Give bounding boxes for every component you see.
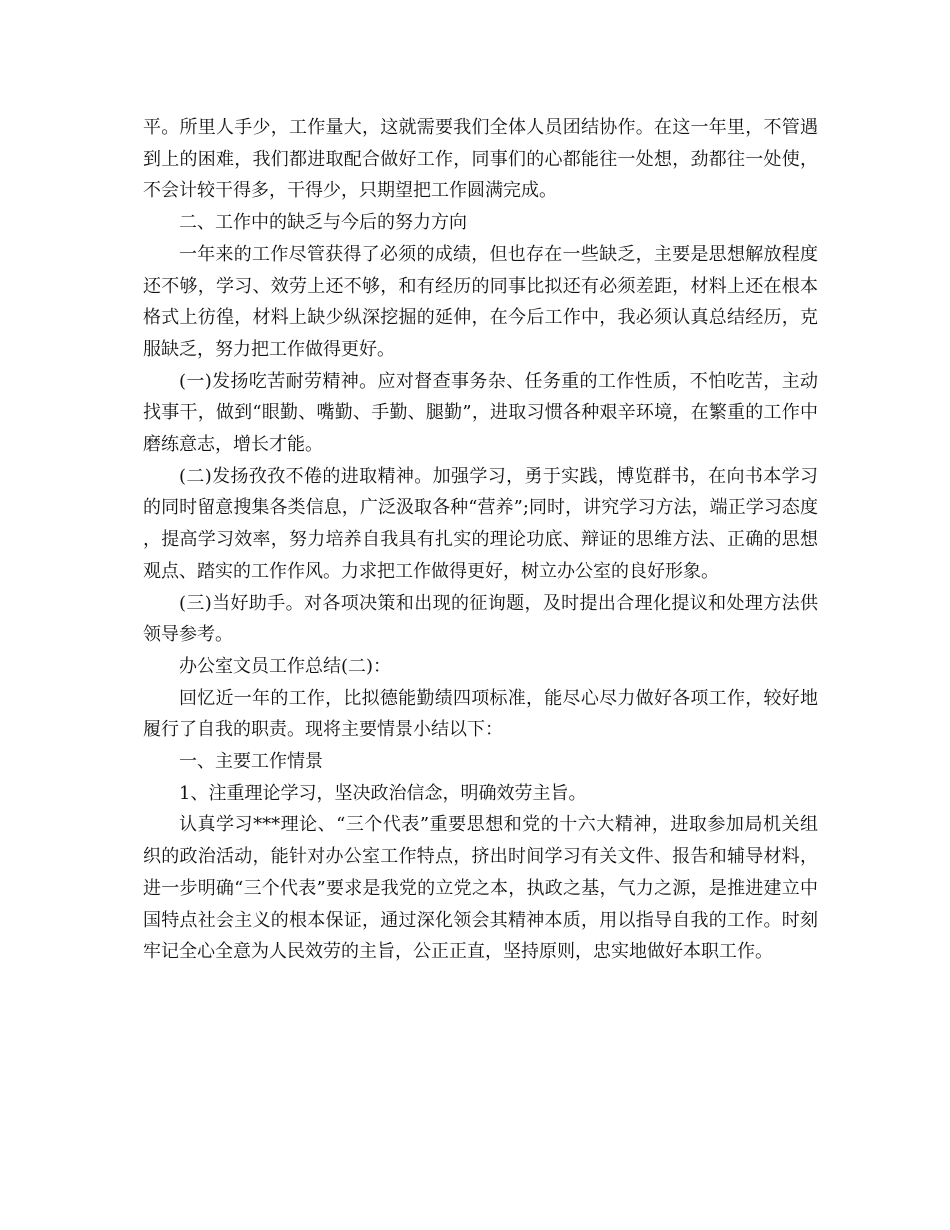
- paragraph-shortcomings: 一年来的工作尽管获得了必须的成绩，但也存在一些缺乏，主要是思想解放程度还不够，学习、效劳上还不够，和有经历的同事比拟还有必须差距，材料上还在根本格式上彷徨，材料上缺少纵深挖掘的延伸，在今后工作中，我必须认真总结经历，克服缺乏，努力把工作做得更好。: [143, 243, 818, 360]
- paragraph-point-two: (二)发扬孜孜不倦的进取精神。加强学习，勇于实践，博览群书，在向书本学习的同时留意搜集各类信息，广泛汲取各种“营养”;同时，讲究学习方法，端正学习态度，提高学习效率，努力培养自我具有扎实的理论功底、辩证的思维方法、正确的思想观点、踏实的工作作风。力求把工作做得更好，树立办公室的良好形象。: [143, 465, 818, 582]
- paragraph-point-one: (一)发扬吃苦耐劳精神。应对督查事务杂、任务重的工作性质，不怕吃苦，主动找事干，做到“眼勤、嘴勤、手勤、腿勤”，进取习惯各种艰辛环境，在繁重的工作中磨练意志，增长才能。: [143, 370, 818, 456]
- paragraph-review: 回忆近一年的工作，比拟德能勤绩四项标准，能尽心尽力做好各项工作，较好地履行了自我的职责。现将主要情景小结以下：: [143, 687, 818, 741]
- paragraph-continuation: 平。所里人手少，工作量大，这就需要我们全体人员团结协作。在这一年里，不管遇到上的困难，我们都进取配合做好工作，同事们的心都能往一处想，劲都往一处使，不会计较干得多，干得少，只期望把工作圆满完成。: [143, 117, 818, 202]
- document-body: [143, 112, 818, 968]
- paragraph-point-three: (三)当好助手。对各项决策和出现的征询题，及时提出合理化提议和处理方法供领导参考。: [143, 592, 818, 646]
- section-title-summary-two: 办公室文员工作总结(二)：: [179, 655, 392, 677]
- section-heading-shortcomings: 二、工作中的缺乏与今后的努力方向: [179, 212, 467, 234]
- subheading-theory-study: 1、注重理论学习，坚决政治信念，明确效劳主旨。: [179, 782, 587, 804]
- section-heading-main-work: 一、主要工作情景: [179, 751, 323, 773]
- paragraph-theory-study: 认真学习***理论、“三个代表”重要思想和党的十六大精神，进取参加局机关组织的政治活动，能针对办公室工作特点，挤出时间学习有关文件、报告和辅导材料，进一步明确“三个代表”要求是我党的立党之本，执政之基，气力之源，是推进建立中国特点社会主义的根本保证，通过深化领会其精神本质，用以指导自我的工作。时刻牢记全心全意为人民效劳的主旨，公正正直，坚持原则，忠实地做好本职工作。: [143, 814, 818, 963]
